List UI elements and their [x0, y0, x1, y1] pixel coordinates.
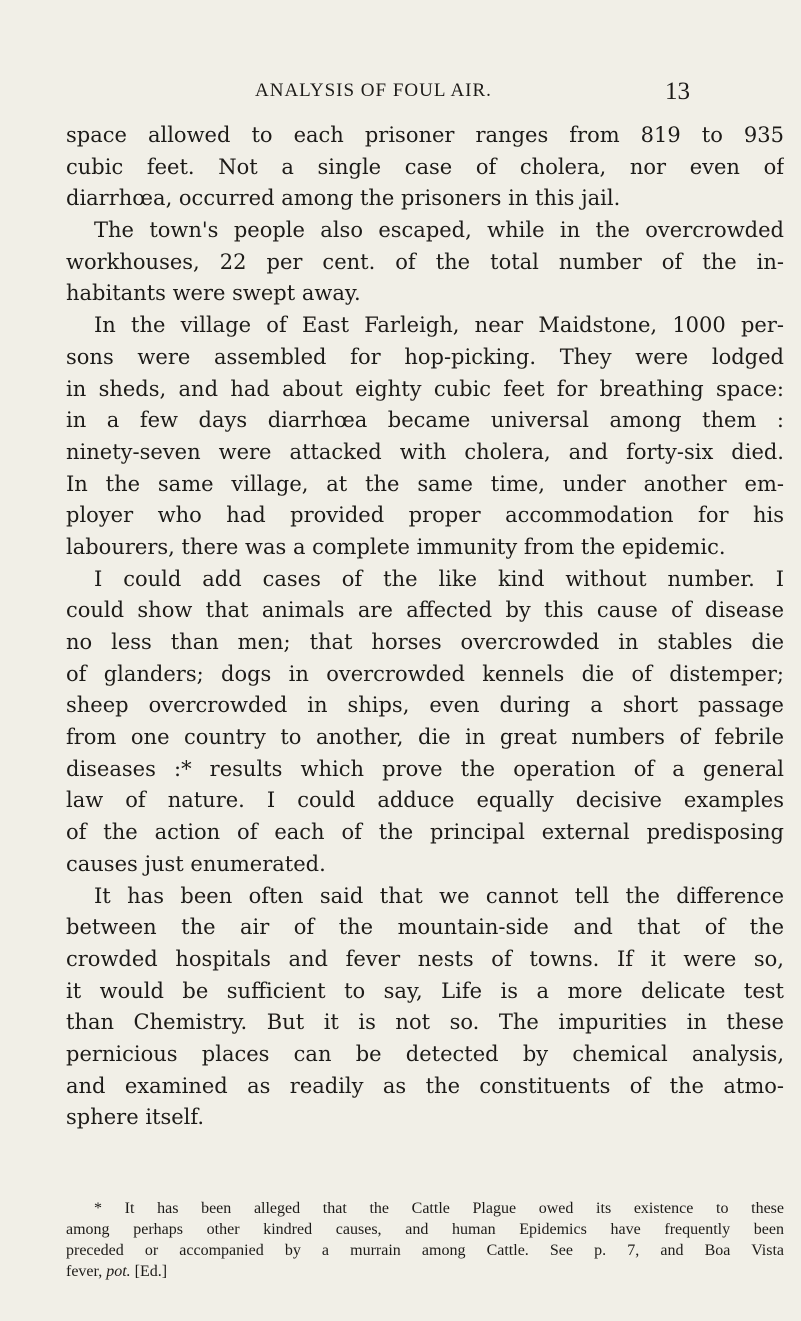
text-line: workhouses, 22 per cent. of the total number of the in- — [66, 249, 784, 274]
text-line: I could add cases of the like kind without number. I — [94, 566, 784, 591]
footnote-line: among perhaps other kindred causes, and human Epidemics have frequently been — [66, 1221, 784, 1238]
footnote-italic-text: pot. — [106, 1263, 131, 1280]
text-line: sphere itself. — [66, 1105, 205, 1130]
text-line: It has been often said that we cannot tell the difference — [94, 883, 784, 908]
text-line: ninety-seven were attacked with cholera, and forty-six died. — [66, 439, 784, 464]
text-line: In the same village, at the same time, under another em- — [66, 471, 784, 496]
text-line: in a few days diarrhœa became universal among them : — [66, 408, 784, 433]
text-line: sheep overcrowded in ships, even during a short passage — [66, 693, 784, 718]
text-line: it would be sufficient to say, Life is a more delicate test — [66, 978, 784, 1003]
text-line: In the village of East Farleigh, near Maidstone, 1000 per- — [94, 313, 784, 338]
footnote — [66, 1198, 784, 1282]
footnote-line — [66, 1261, 784, 1282]
text-line: causes just enumerated. — [66, 851, 326, 876]
text-line: in sheds, and had about eighty cubic feet for breathing space: — [66, 376, 784, 401]
text-line: habitants were swept away. — [66, 281, 361, 306]
footnote-text: fever, — [66, 1263, 107, 1280]
text-line: space allowed to each prisoner ranges from 819 to 935 — [66, 123, 784, 147]
text-line: crowded hospitals and fever nests of towns. If it were so, — [66, 946, 784, 971]
text-line: between the air of the mountain-side and that of the — [66, 915, 784, 940]
footnote-line: preceded or accompanied by a murrain among Cattle. See p. 7, and Boa Vista — [66, 1242, 784, 1259]
running-head: ANALYSIS OF FOUL AIR. — [255, 80, 492, 101]
text-line: labourers, there was a complete immunity from the epidemic. — [66, 534, 726, 559]
body-text — [66, 120, 784, 1134]
text-line: from one country to another, die in great numbers of febrile — [66, 725, 784, 750]
text-line: The town's people also escaped, while in the overcrowded — [94, 218, 784, 243]
footnote-text: [Ed.] — [130, 1263, 168, 1280]
text-line: sons were assembled for hop-picking. They were lodged — [66, 344, 784, 369]
text-line: of glanders; dogs in overcrowded kennels die of distemper; — [66, 661, 784, 686]
text-line: diarrhœa, occurred among the prisoners in this jail. — [66, 186, 621, 211]
text-line: pernicious places can be detected by chemical analysis, — [66, 1041, 784, 1066]
text-line: than Chemistry. But it is not so. The impurities in these — [66, 1010, 784, 1035]
text-line: cubic feet. Not a single case of cholera, nor even of — [66, 154, 784, 179]
text-line: and examined as readily as the constituents of the atmo- — [66, 1073, 784, 1098]
text-line: of the action of each of the principal external predisposing — [66, 820, 784, 845]
footnote-line: * It has been alleged that the Cattle Plague owed its existence to these — [94, 1200, 784, 1217]
page-number: 13 — [665, 78, 690, 105]
text-line: diseases :* results which prove the operation of a general — [66, 756, 784, 781]
text-line: law of nature. I could adduce equally decisive examples — [66, 788, 784, 813]
text-line: could show that animals are affected by this cause of disease — [66, 598, 784, 623]
text-line: ployer who had provided proper accommodation for his — [66, 503, 784, 528]
text-line: no less than men; that horses overcrowded in stables die — [66, 630, 784, 654]
